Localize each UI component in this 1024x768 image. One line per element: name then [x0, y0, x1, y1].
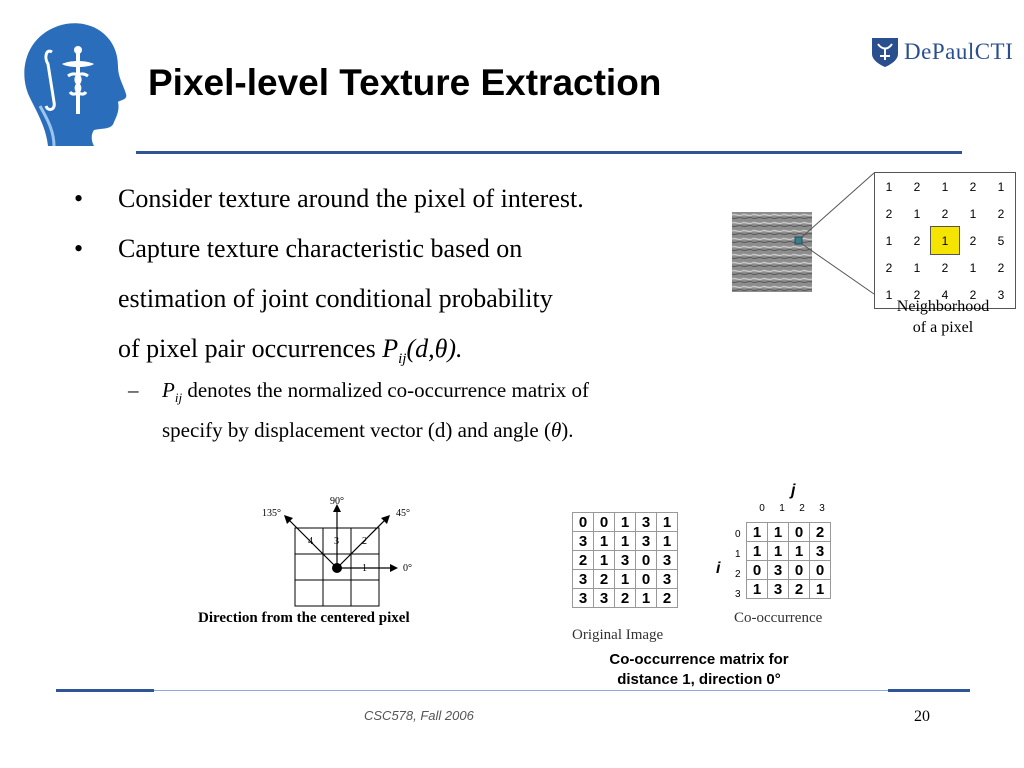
- table-row: [747, 580, 831, 599]
- table-row: [573, 532, 678, 551]
- cooc-cell: 1: [747, 580, 768, 599]
- neighborhood-cell: 2: [913, 233, 921, 248]
- original-cell: 1: [615, 570, 636, 589]
- original-cell: 0: [636, 570, 657, 589]
- cooc-cell: 3: [810, 542, 831, 561]
- neighborhood-cell: 2: [969, 179, 977, 194]
- cooc-cell: 3: [768, 580, 789, 599]
- neighborhood-cell: 1: [885, 287, 893, 302]
- cooc-caption-line1: Co-occurrence matrix for: [609, 651, 789, 668]
- label-45: 45°: [396, 508, 410, 519]
- label-0: 0°: [403, 563, 412, 574]
- original-cell: 2: [615, 589, 636, 608]
- cooc-cell: 0: [789, 523, 810, 542]
- original-cell: 1: [615, 532, 636, 551]
- cooc-cell: 1: [747, 542, 768, 561]
- cooc-cell: 1: [789, 542, 810, 561]
- depaul-logo: [870, 36, 1013, 68]
- original-cell: 1: [657, 532, 678, 551]
- original-cell: 3: [573, 532, 594, 551]
- table-row: [573, 551, 678, 570]
- cooc-caption-line2: distance 1, direction 0°: [617, 671, 781, 688]
- sub-line2: specify by displacement vector (d) and angle (: [162, 418, 551, 443]
- table-row: [573, 589, 678, 608]
- row-index-label: 3: [735, 589, 741, 600]
- neighborhood-cell: 2: [885, 206, 893, 221]
- direction-caption: Direction from the centered pixel: [198, 610, 410, 626]
- col-index-label: 1: [779, 503, 785, 514]
- original-cell: 3: [615, 551, 636, 570]
- p-sub: ij: [398, 351, 407, 368]
- cooc-cell: 2: [810, 523, 831, 542]
- neighborhood-cell: 1: [969, 206, 977, 221]
- neighborhood-cell: 1: [913, 260, 921, 275]
- table-row: [875, 200, 1015, 227]
- table-row: [747, 561, 831, 580]
- original-cell: 3: [594, 589, 615, 608]
- neighborhood-cell: 2: [969, 287, 977, 302]
- head-logo: [18, 18, 130, 150]
- original-cell: 0: [573, 513, 594, 532]
- subbullet: [128, 374, 590, 446]
- neighborhood-cell: 3: [997, 287, 1005, 302]
- neighborhood-caption-line1: Neighborhood: [896, 298, 990, 315]
- original-image-grid: [572, 512, 678, 608]
- bullet-1-text: Consider texture around the pixel of interest.: [118, 184, 584, 213]
- neighborhood-cell: 1: [913, 206, 921, 221]
- neighborhood-caption: [872, 296, 1014, 338]
- original-cell: 1: [594, 532, 615, 551]
- cooc-main-caption: [570, 650, 828, 690]
- original-cell: 2: [573, 551, 594, 570]
- original-cell: 3: [636, 532, 657, 551]
- col-index-label: 3: [819, 503, 825, 514]
- bullet-2: • Capture texture characteristic based on estimation of joint conditional probability of pixel pair occurrences $P_{ij}(d,\theta)$.: [74, 234, 553, 368]
- bullet-2-line3: of pixel pair occurrences: [118, 334, 383, 363]
- sub-line2-post: ).: [561, 418, 574, 443]
- original-cell: 3: [657, 570, 678, 589]
- neighborhood-cell: 2: [885, 260, 893, 275]
- direction-diagram: [250, 494, 430, 612]
- neighborhood-caption-line2: of a pixel: [912, 319, 974, 336]
- original-cell: 1: [594, 551, 615, 570]
- neighborhood-grid: [874, 172, 1016, 309]
- neighborhood-cell: 5: [997, 233, 1005, 248]
- cooc-cell: 1: [768, 523, 789, 542]
- i-label: i: [716, 560, 721, 577]
- label-135: 135°: [262, 508, 281, 519]
- page-number: 20: [914, 708, 930, 725]
- sub-line1: denotes the normalized co-occurrence matrix of: [182, 378, 590, 402]
- label-90: 90°: [330, 496, 344, 507]
- table-row: [573, 513, 678, 532]
- table-row: [875, 254, 1015, 281]
- neighborhood-cell: 2: [941, 206, 949, 221]
- original-cell: 3: [636, 513, 657, 532]
- footer-rule-right: [888, 689, 970, 692]
- sub-sub: ij: [174, 390, 183, 406]
- original-cell: 0: [594, 513, 615, 532]
- cell-3: 3: [334, 536, 339, 547]
- neighborhood-cell: 1: [969, 260, 977, 275]
- p-var: P: [382, 334, 399, 363]
- cooc-cell: 2: [789, 580, 810, 599]
- cooc-cell: 0: [747, 561, 768, 580]
- cooc-cell: 1: [810, 580, 831, 599]
- neighborhood-cell: 1: [997, 179, 1005, 194]
- cell-1: 1: [362, 563, 367, 574]
- col-index-label: 2: [799, 503, 805, 514]
- col-index-label: 0: [759, 503, 765, 514]
- neighborhood-cell: 1: [885, 233, 893, 248]
- original-cell: 2: [657, 589, 678, 608]
- cooc-caption: Co-occurrence: [734, 610, 823, 626]
- footer-rule-middle: [154, 690, 888, 691]
- table-row: [573, 570, 678, 589]
- slide-title: Pixel-level Texture Extraction: [148, 62, 662, 103]
- neighborhood-cell: 2: [997, 206, 1005, 221]
- neighborhood-cell: 2: [969, 233, 977, 248]
- cooc-cell: 1: [747, 523, 768, 542]
- original-cell: 1: [657, 513, 678, 532]
- sub-theta: θ: [550, 418, 562, 443]
- row-index-label: 0: [735, 529, 741, 540]
- original-cell: 3: [573, 570, 594, 589]
- neighborhood-cell: 2: [997, 260, 1005, 275]
- bullet-1: • Consider texture around the pixel of interest.: [74, 184, 584, 213]
- depaul-logo-text: DePaulCTI: [904, 39, 1014, 64]
- cell-2: 2: [362, 536, 367, 547]
- neighborhood-cell: 2: [913, 287, 921, 302]
- original-cell: 2: [594, 570, 615, 589]
- original-image-caption: Original Image: [572, 627, 664, 643]
- row-index: [735, 525, 741, 605]
- table-row: [875, 227, 1015, 254]
- table-row: [747, 523, 831, 542]
- cooc-cell: 3: [768, 561, 789, 580]
- bullet-2-line2: estimation of joint conditional probability: [118, 284, 553, 313]
- original-cell: 0: [636, 551, 657, 570]
- cooc-cell: 0: [789, 561, 810, 580]
- zoom-lines: [800, 170, 880, 300]
- footer-rule-left: [56, 689, 154, 692]
- table-row: [875, 173, 1015, 200]
- neighborhood-cell: 1: [941, 179, 949, 194]
- neighborhood-cell: 4: [941, 287, 949, 302]
- neighborhood-cell: 2: [913, 179, 921, 194]
- col-index: [752, 503, 832, 514]
- cell-4: 4: [308, 536, 313, 547]
- cooc-cell: 1: [768, 542, 789, 561]
- original-cell: 1: [615, 513, 636, 532]
- sub-dash: –: [128, 378, 139, 402]
- row-index-label: 1: [735, 549, 741, 560]
- sub-var: P: [162, 378, 175, 402]
- p-args: (d,θ).: [406, 334, 463, 363]
- title-rule: [136, 151, 962, 154]
- original-cell: 3: [657, 551, 678, 570]
- original-cell: 1: [636, 589, 657, 608]
- neighborhood-cell: 1: [931, 227, 959, 254]
- cooc-matrix: [746, 522, 831, 599]
- j-label: j: [791, 482, 796, 499]
- row-index-label: 2: [735, 569, 741, 580]
- footer-course: CSC578, Fall 2006: [364, 708, 474, 723]
- original-cell: 3: [573, 589, 594, 608]
- neighborhood-cell: 1: [885, 179, 893, 194]
- shield-icon: [870, 36, 900, 68]
- cooc-cell: 0: [810, 561, 831, 580]
- neighborhood-cell: 2: [941, 260, 949, 275]
- bullet-2-line1: Capture texture characteristic based on: [118, 234, 523, 263]
- table-row: [747, 542, 831, 561]
